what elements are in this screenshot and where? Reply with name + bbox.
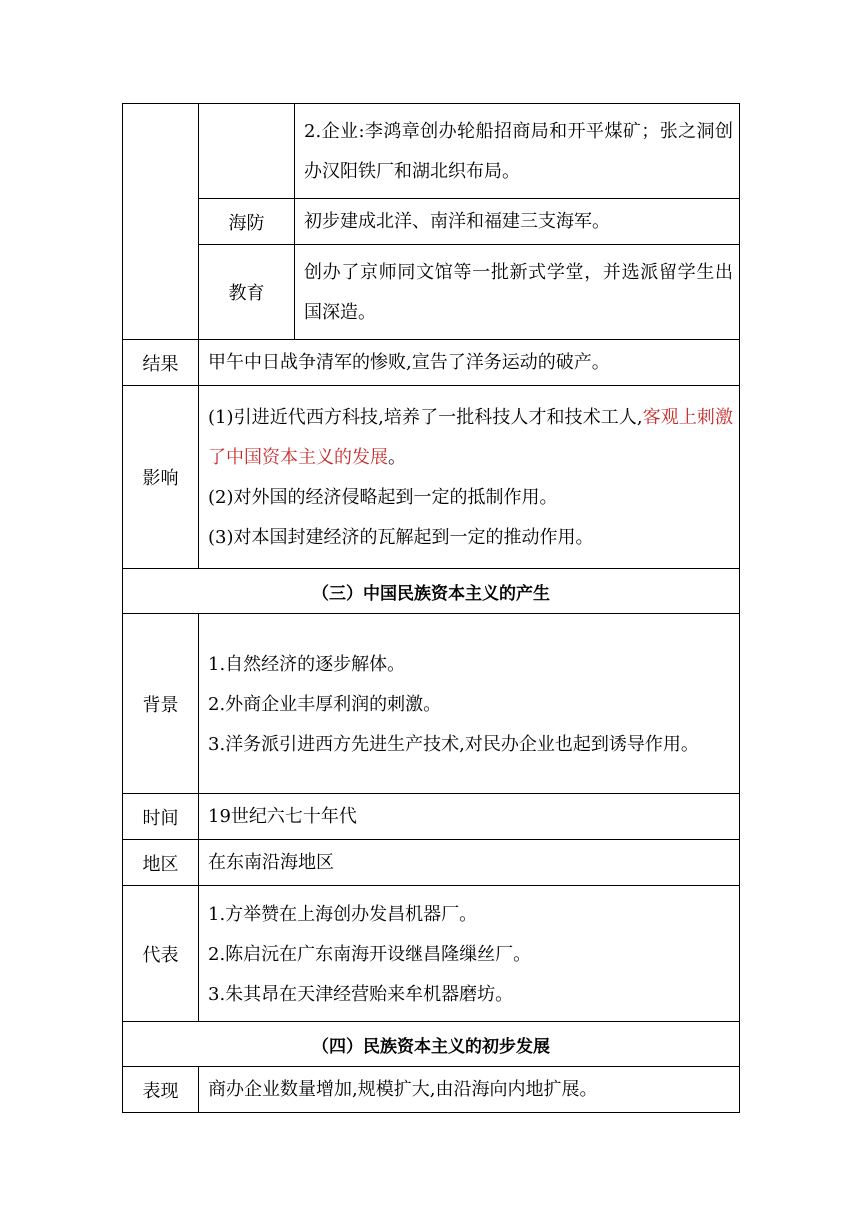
influence-item-3: (3)对本国封建经济的瓦解起到一定的推动作用。 xyxy=(208,527,594,548)
background-item-3: 3.洋务派引进西方先进生产技术,对民办企业也起到诱导作用。 xyxy=(208,733,699,755)
background-item-1: 1.自然经济的逐步解体。 xyxy=(208,653,406,675)
influence-item-2: (2)对外国的经济侵略起到一定的抵制作用。 xyxy=(208,487,558,508)
background-content xyxy=(199,614,740,794)
representative-item-3: 3.朱其昂在天津经营贻来牟机器磨坊。 xyxy=(208,983,514,1005)
table-row xyxy=(123,386,740,569)
enterprise-text: 2.企业:李鸿章创办轮船招商局和开平煤矿；张之洞创办汉阳铁厂和湖北织布局。 xyxy=(304,121,733,182)
table-row xyxy=(123,245,740,340)
history-notes-table xyxy=(122,103,740,1113)
representative-item-1: 1.方举赞在上海创办发昌机器厂。 xyxy=(208,903,478,925)
influence-item-1-text: (1)引进近代西方科技,培养了一批科技人才和技术工人, xyxy=(208,407,643,428)
table-row xyxy=(123,840,740,886)
representative-item-2: 2.陈启沅在广东南海开设继昌隆缫丝厂。 xyxy=(208,943,532,965)
influence-item-1-highlight: 客观上刺激了中国资本主义的发展 xyxy=(208,407,733,468)
enterprise-content xyxy=(295,104,740,199)
region-label: 地区 xyxy=(123,840,199,886)
education-label: 教育 xyxy=(199,245,295,340)
table-row xyxy=(123,569,740,614)
result-content: 甲午中日战争清军的惨败,宣告了洋务运动的破产。 xyxy=(199,340,740,386)
region-content: 在东南沿海地区 xyxy=(199,840,740,886)
table-row xyxy=(123,340,740,386)
table-row xyxy=(123,199,740,245)
manifestation-label: 表现 xyxy=(123,1067,199,1113)
table-row xyxy=(123,614,740,794)
background-label: 背景 xyxy=(123,614,199,794)
background-item-2: 2.外商企业丰厚利润的刺激。 xyxy=(208,693,442,715)
time-label: 时间 xyxy=(123,794,199,840)
manifestation-content: 商办企业数量增加,规模扩大,由沿海向内地扩展。 xyxy=(199,1067,740,1113)
representative-content xyxy=(199,886,740,1022)
table-row xyxy=(123,104,740,199)
education-content xyxy=(295,245,740,340)
education-text: 创办了京师同文馆等一批新式学堂，并选派留学生出国深造。 xyxy=(304,262,733,323)
representative-label: 代表 xyxy=(123,886,199,1022)
result-label: 结果 xyxy=(123,340,199,386)
influence-item-1 xyxy=(208,398,733,478)
influence-label: 影响 xyxy=(123,386,199,569)
coast-defense-label: 海防 xyxy=(199,199,295,245)
time-content: 19世纪六七十年代 xyxy=(199,794,740,840)
section-4-heading: （四）民族资本主义的初步发展 xyxy=(123,1022,740,1067)
blank-sublabel-cell xyxy=(199,104,295,199)
blank-label-cell xyxy=(123,104,199,340)
table-row xyxy=(123,794,740,840)
table-row xyxy=(123,1067,740,1113)
influence-item-1-end: 。 xyxy=(388,447,406,468)
coast-defense-content: 初步建成北洋、南洋和福建三支海军。 xyxy=(295,199,740,245)
table-row xyxy=(123,886,740,1022)
section-3-heading: （三）中国民族资本主义的产生 xyxy=(123,569,740,614)
table-row xyxy=(123,1022,740,1067)
influence-content xyxy=(199,386,740,569)
